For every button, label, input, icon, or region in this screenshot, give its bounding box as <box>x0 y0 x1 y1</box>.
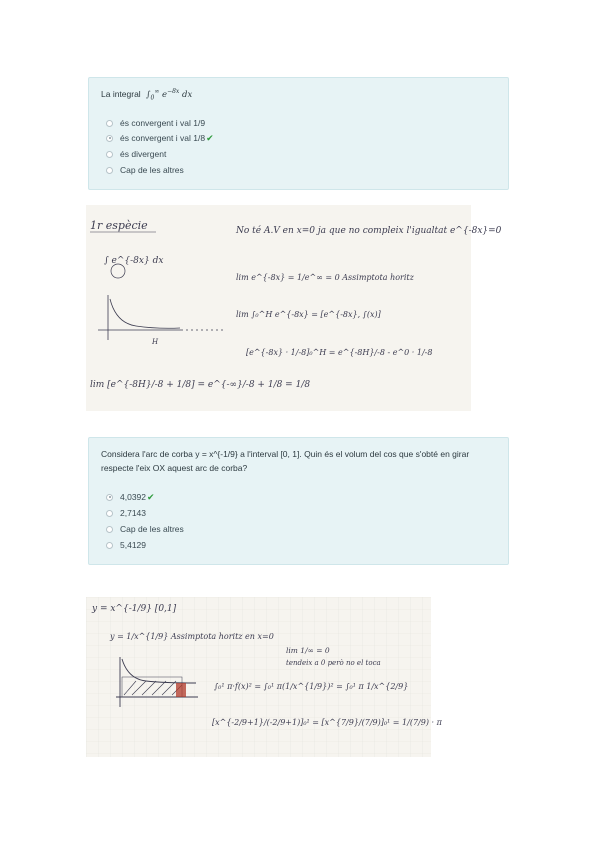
notes2-line-0: y = x^{-1/9} [0,1] <box>92 604 177 614</box>
q1-option-2-label: és convergent i val 1/8 <box>120 133 206 143</box>
correct-check-icon: ✔ <box>147 491 155 502</box>
notes1-line-4: [e^{-8x} · 1/-8]₀^H = e^{-8H}/-8 - e^0 · 1/-8 <box>246 348 433 357</box>
correct-check-icon: ✔ <box>206 132 214 143</box>
q1-option-4-label: Cap de les altres <box>120 165 184 175</box>
q1-radio-3[interactable] <box>106 151 113 158</box>
q2-option-2[interactable] <box>106 506 146 520</box>
notes2-line-2: lim 1/∞ = 0 <box>286 646 330 655</box>
q1-option-1-label: és convergent i val 1/9 <box>120 118 206 128</box>
q2-option-3-label: Cap de les altres <box>120 524 184 534</box>
handwritten-notes-1-drawing <box>86 205 502 411</box>
q1-option-1[interactable] <box>106 116 205 130</box>
q1-option-3[interactable] <box>106 147 166 161</box>
q2-option-1[interactable] <box>106 490 155 504</box>
question-1-card <box>88 77 509 190</box>
q2-radio-1[interactable] <box>106 494 113 501</box>
q1-radio-4[interactable] <box>106 167 113 174</box>
handwritten-notes-2 <box>86 597 442 757</box>
handwritten-notes-2-drawing <box>86 597 442 757</box>
notes1-line-2: lim e^{-8x} = 1/e^∞ = 0 Assimptota horitz <box>236 273 414 282</box>
q2-radio-2[interactable] <box>106 510 113 517</box>
notes1-heading: 1r espècie <box>90 219 148 232</box>
q1-option-4[interactable] <box>106 163 184 177</box>
notes2-line-5: [x^{-2/9+1}/(-2/9+1)]₀¹ = [x^{7/9}/(7/9)]₀¹ = 1/(7/9) · π <box>212 718 442 727</box>
q2-option-3[interactable] <box>106 522 184 536</box>
handwritten-notes-1 <box>86 205 502 411</box>
question-1-text <box>101 85 496 106</box>
q2-radio-4[interactable] <box>106 542 113 549</box>
q2-option-4-label: 5,4129 <box>120 540 146 550</box>
question-2-card <box>88 437 509 565</box>
notes1-line-5: lim [e^{-8H}/-8 + 1/8] = e^{-∞}/-8 + 1/8 = 1/8 <box>90 380 311 390</box>
notes1-line-6: H <box>152 338 159 346</box>
notes1-line-1: No té A.V en x=0 ja que no compleix l'igualtat e^{-8x}=0 <box>236 226 502 236</box>
notes1-line-0: ∫ e^{-8x} dx <box>104 256 164 266</box>
q1-option-2[interactable] <box>106 131 214 145</box>
notes2-line-1: y = 1/x^{1/9} Assimptota horitz en x=0 <box>110 632 274 641</box>
question-1-integral: $\int_0^\infty$ $e^{-8x}$ dx <box>146 88 193 102</box>
q2-option-4[interactable] <box>106 538 146 552</box>
notes2-line-4: ∫₀¹ π·f(x)² = ∫₀¹ π(1/x^{1/9})² = ∫₀¹ π 1/x^{2/9} <box>214 682 409 691</box>
q1-option-3-label: és divergent <box>120 149 167 159</box>
question-2-text: Considera l'arc de corba y = x^{-1/9} a l'interval [0, 1]. Quin és el volum del cos que s'obté en girar respecte l'eix OX aquest arc de corba? <box>101 449 470 473</box>
question-1-prefix: La integral <box>101 88 141 99</box>
q1-radio-2[interactable] <box>106 135 113 142</box>
q2-option-2-label: 2,7143 <box>120 508 146 518</box>
q1-radio-1[interactable] <box>106 120 113 127</box>
notes2-line-3: tendeix a 0 però no el toca <box>286 659 381 667</box>
notes1-line-3: lim ∫₀^H e^{-8x} = [e^{-8x}, ∫(x)] <box>236 310 381 319</box>
q2-option-1-label: 4,0392 <box>120 492 146 502</box>
q2-radio-3[interactable] <box>106 526 113 533</box>
